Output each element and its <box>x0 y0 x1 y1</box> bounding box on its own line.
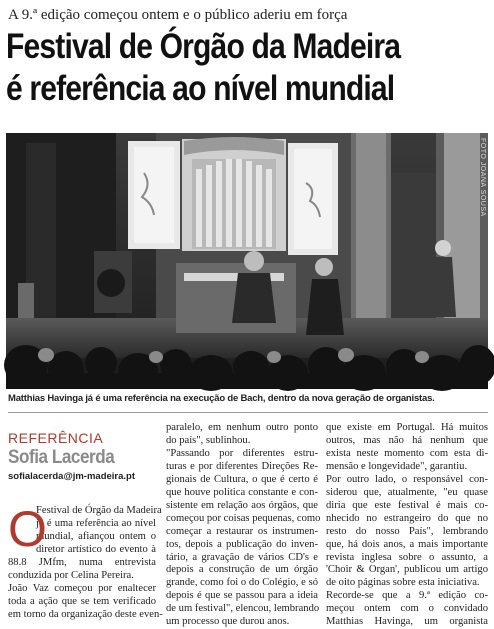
text-line: revista inglesa sobre o assunto, a <box>326 551 488 563</box>
text-line: resto do nosso País", lembrando <box>326 525 488 537</box>
text-line: um processo que durou anos. <box>166 616 290 628</box>
text-line: exista neste momento com esta di- <box>326 447 488 459</box>
text-line: turas e por diferentes Direções Re- <box>166 460 318 472</box>
text-line: nhecido no estrangeiro do que no <box>326 512 488 524</box>
text-line: grande, como foi o do Colégio, e só <box>166 577 318 589</box>
article-headline <box>6 26 422 110</box>
section-label: REFERÊNCIA <box>8 430 104 446</box>
text-line: já é uma referência ao nível <box>36 517 156 529</box>
photo-credit: FOTO JOANA SOUSA <box>479 138 486 217</box>
text-line: de um festival", elencou, lembrando <box>166 603 320 615</box>
headline-line-2: é referência ao nível mundial <box>6 69 395 108</box>
body-column-2 <box>166 422 321 629</box>
text-line: de oito páginas sobre esta iniciativa. <box>326 577 480 589</box>
section-divider <box>8 412 488 413</box>
text-line: diria que este festival é mais co- <box>326 499 488 511</box>
text-line: paralelo, em nenhum outro ponto <box>166 422 318 433</box>
text-line: siderou que, atualmente, "eu quase <box>326 486 488 498</box>
text-line: conduzida por Celina Pereira. <box>8 569 134 581</box>
concert-photo <box>6 133 488 389</box>
text-line: Por outro lado, o responsável con- <box>326 473 488 485</box>
text-line: que existe em Portugal. Há muitos <box>326 422 488 433</box>
article-kicker: A 9.ª edição começou ontem e o público aderiu em força <box>8 7 348 23</box>
text-line: Festival de Órgão da Madeira <box>36 505 162 516</box>
text-line: 88.8 JMfm, numa entrevista <box>8 556 156 568</box>
text-line: meçou ontem com o convidado <box>326 603 488 615</box>
body-column-1 <box>8 501 163 622</box>
text-line: diretor artístico do evento à <box>36 543 156 555</box>
text-line: sistente em relação aos órgãos, que <box>166 499 318 511</box>
text-line: em torno da organização deste even- <box>8 608 163 620</box>
drop-cap: O <box>8 501 47 557</box>
text-line: que houve política constante e con- <box>166 486 318 498</box>
text-line: depois é que se passou para a ideia <box>166 590 318 602</box>
text-line: "Passando por diferentes estru- <box>166 447 318 459</box>
text-line: depois a construção de um órgão <box>166 564 318 576</box>
author-name: Sofia Lacerda <box>8 447 115 468</box>
text-line: outros, mas não há nenhum que <box>326 434 488 446</box>
text-line: tário, a gravação de vários CD's e <box>166 551 318 563</box>
text-line: Recorde-se que a 9.ª edição co- <box>326 590 488 602</box>
text-line: João Vaz começou por enaltecer <box>8 582 156 594</box>
text-line: começar a restaurar os instrumen- <box>166 525 318 537</box>
text-line: tos, depois a publicação do inven- <box>166 538 318 550</box>
text-line: começou por coisas pequenas, como <box>166 512 321 524</box>
text-line: mensão e longevidade", garantiu. <box>326 460 468 472</box>
text-line: gionais de Cultura, o que é certo é <box>166 473 318 485</box>
text-line: Matthias Havinga, um organista <box>326 616 488 628</box>
text-line: que, há dois anos, a mais importante <box>326 538 488 550</box>
text-line: mundial, afiançou ontem o <box>36 530 156 542</box>
body-column-3 <box>326 422 488 629</box>
text-line: toda a ação que se tem verificado <box>8 595 156 607</box>
text-line: do país", sublinhou. <box>166 434 251 446</box>
photo-caption: Matthias Havinga já é uma referência na execução de Bach, dentro da nova geração de organistas. <box>8 393 435 404</box>
author-email[interactable]: sofialacerda@jm-madeira.pt <box>8 471 136 482</box>
text-line: 'Choir & Organ', publicou um artigo <box>326 564 488 576</box>
headline-line-1: Festival de Órgão da Madeira <box>6 27 401 66</box>
lead-paragraph <box>8 501 162 557</box>
